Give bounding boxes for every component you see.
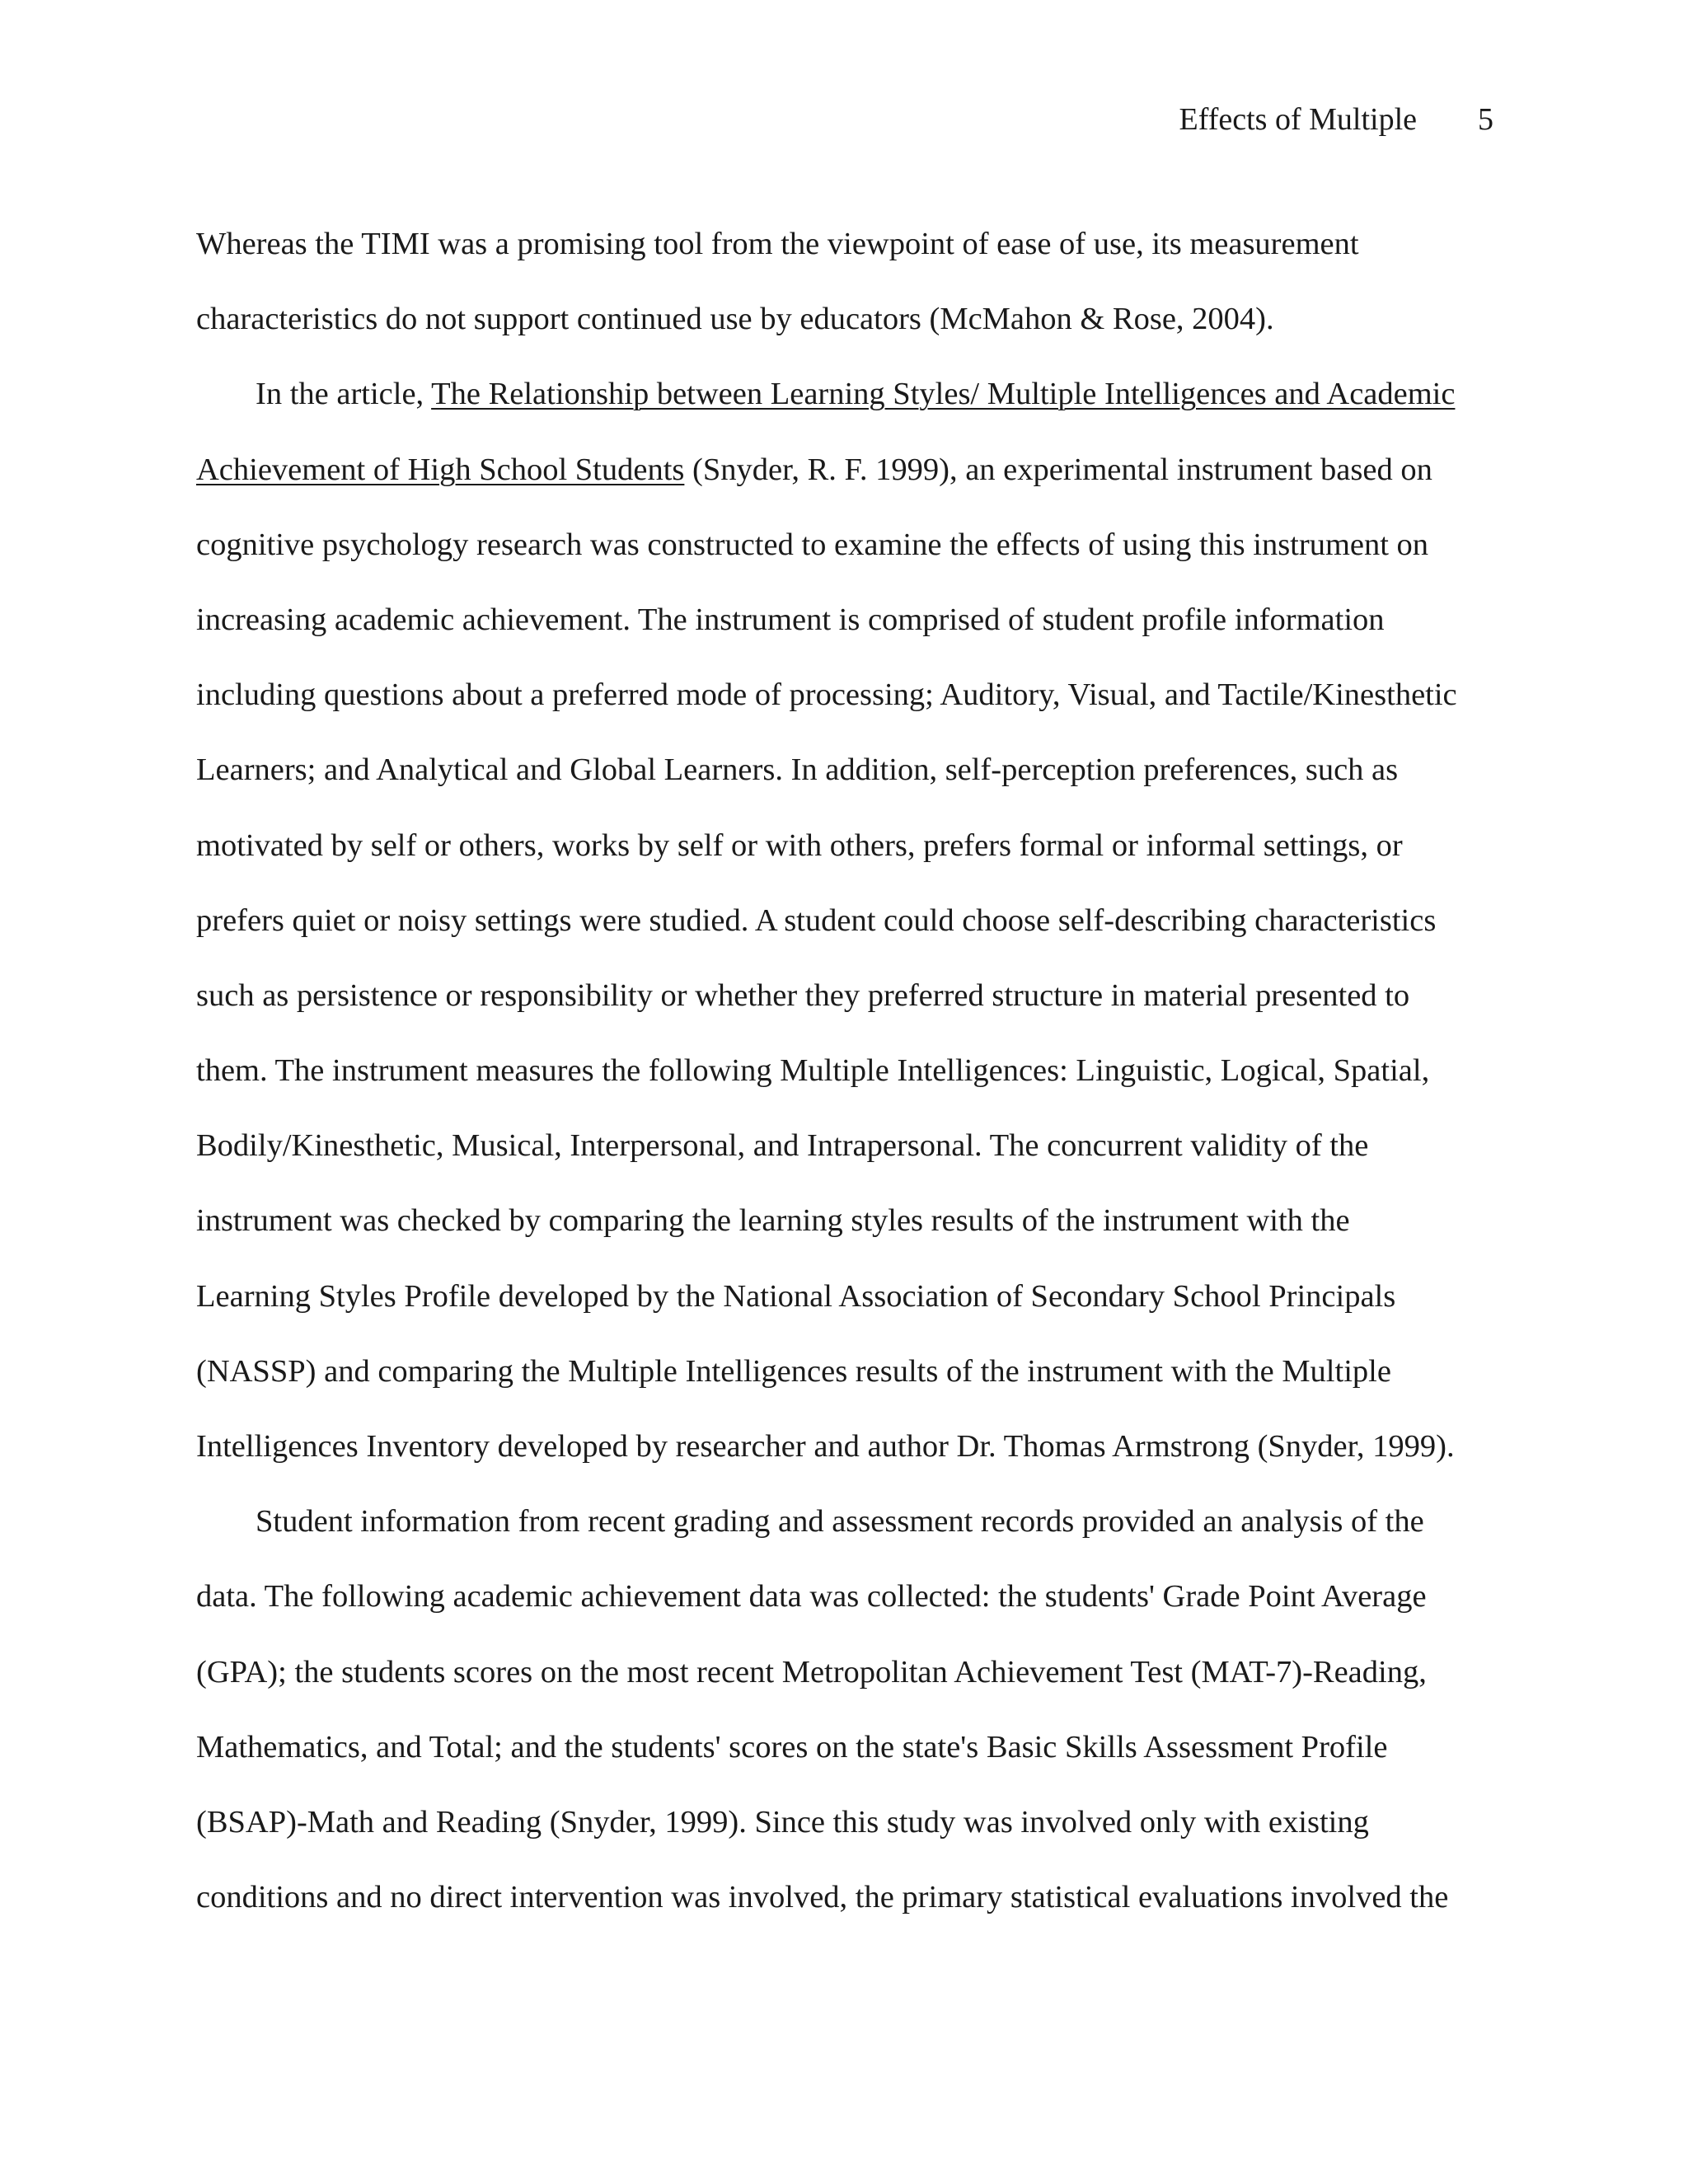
body-line: (NASSP) and comparing the Multiple Intelligences results of the instrument with the Multiple — [196, 1353, 1391, 1389]
body-line: Learning Styles Profile developed by the National Association of Secondary School Principals — [196, 1278, 1396, 1314]
body-line: them. The instrument measures the following Multiple Intelligences: Linguistic, Logical, Spatial, — [196, 1053, 1430, 1089]
body-line: instrument was checked by comparing the learning styles results of the instrument with the — [196, 1203, 1350, 1239]
body-line: motivated by self or others, works by self or with others, prefers formal or informal settings, or — [196, 827, 1403, 863]
body-line: conditions and no direct intervention was involved, the primary statistical evaluations involved the — [196, 1880, 1449, 1915]
body-line: Whereas the TIMI was a promising tool from the viewpoint of ease of use, its measurement — [196, 227, 1359, 261]
body-line: data. The following academic achievement data was collected: the students' Grade Point Average — [196, 1579, 1427, 1615]
body-text: In the article, — [256, 377, 432, 412]
body-line: increasing academic achievement. The instrument is comprised of student profile information — [196, 602, 1385, 637]
page-body — [196, 207, 1502, 1935]
body-text: (Snyder, R. F. 1999), an experimental instrument based on — [684, 452, 1432, 487]
body-line: (BSAP)-Math and Reading (Snyder, 1999). Since this study was involved only with existing — [196, 1804, 1369, 1840]
article-title: The Relationship between Learning Styles/ Multiple Intelligences and Academic — [431, 377, 1456, 412]
body-line: characteristics do not support continued use by educators (McMahon & Rose, 2004). — [196, 302, 1274, 337]
body-line: cognitive psychology research was constructed to examine the effects of using this instrument on — [196, 527, 1429, 562]
body-line: such as persistence or responsibility or whether they preferred structure in material presented to — [196, 977, 1410, 1013]
body-line: including questions about a preferred mode of processing; Auditory, Visual, and Tactile/Kinesthetic — [196, 677, 1457, 713]
body-line: Mathematics, and Total; and the students' scores on the state's Basic Skills Assessment Profile — [196, 1729, 1388, 1765]
paragraph-start-line: Student information from recent grading and assessment records provided an analysis of the — [256, 1504, 1424, 1540]
article-title: Achievement of High School Students — [196, 452, 685, 487]
body-line: Bodily/Kinesthetic, Musical, Interpersonal, and Intrapersonal. The concurrent validity of the — [196, 1128, 1369, 1164]
body-line: Learners; and Analytical and Global Learners. In addition, self-perception preferences, such as — [196, 752, 1399, 788]
running-header — [1179, 97, 1493, 142]
page-number: 5 — [1478, 102, 1493, 137]
body-line: (GPA); the students scores on the most recent Metropolitan Achievement Test (MAT-7)-Reading, — [196, 1654, 1427, 1690]
body-line: prefers quiet or noisy settings were studied. A student could choose self-describing characteristics — [196, 902, 1437, 938]
body-line: Intelligences Inventory developed by researcher and author Dr. Thomas Armstrong (Snyder, 1999). — [196, 1429, 1455, 1464]
running-head-title: Effects of Multiple — [1179, 102, 1417, 137]
paragraph-start-line — [196, 357, 1502, 432]
body-line — [196, 433, 1502, 508]
